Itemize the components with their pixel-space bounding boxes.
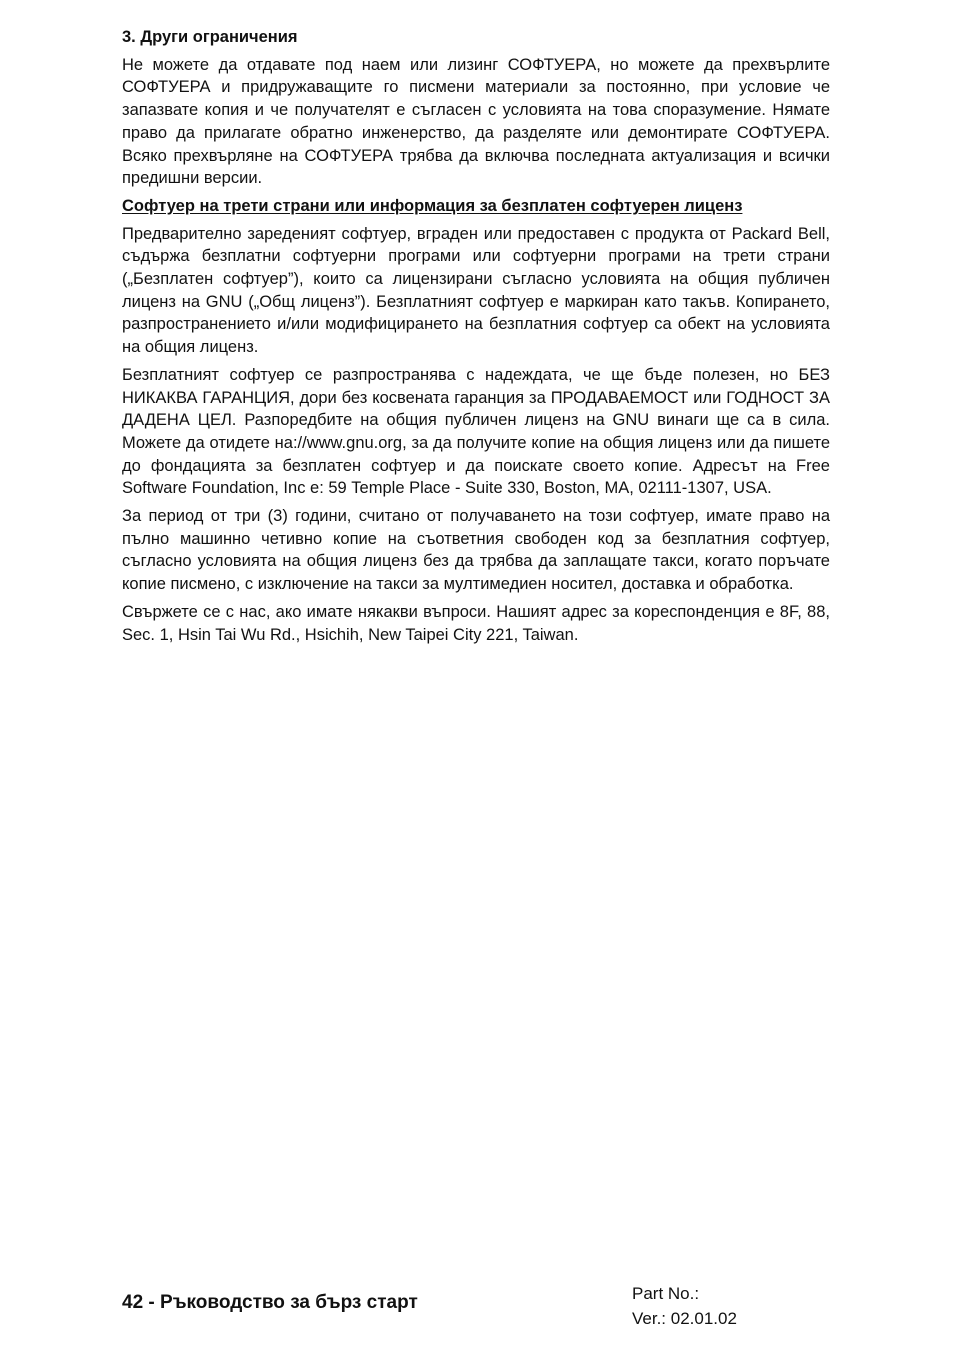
license-paragraph-4: Свържете се с нас, ако имате някакви въпроси. Нашият адрес за кореспонденция е 8F, 88, Sec. 1, Hsin Tai Wu Rd., Hsichih, New Taipei City 221, Taiwan. [122, 602, 830, 644]
license-paragraph-2: Безплатният софтуер се разпространява с надеждата, че ще бъде полезен, но БЕЗ НИКАКВА ГАРАНЦИЯ, дори без косвената гаранция за ПРОДАВАЕМОСТ или ГОДНОСТ ЗА ДАДЕНА ЦЕЛ. Разпоредбите на общия публичен лиценз на GNU винаги ще са в сила. Можете да отидете на://www.gnu.org, за да получите копие на общия лиценз или да пишете до фондацията за безплатен софтуер и да поискате своето копие. Адресът на Free Software Foundation, Inc е: 59 Temple Place - Suite 330, Boston, MA, 02111-1307, USA. [122, 365, 830, 498]
license-heading: Софтуер на трети страни или информация за безплатен софтуерен лиценз [122, 196, 743, 215]
version-label: Ver.: 02.01.02 [632, 1308, 737, 1328]
license-paragraph-1: Предварително зареденият софтуер, вграден или предоставен с продукта от Packard Bell, съдържа безплатни софтуерни програми или софтуерни програми на трети страни („Безплатен софтуер”), които са лицензирани съгласно условията на общия публичен лиценз на GNU („Общ лиценз”). Безплатният софтуер е маркиран като такъв. Копирането, разпространението и/или модифицирането на безплатния софтуер са обект на условията на общия лиценз. [122, 224, 830, 357]
license-paragraph-3: За период от три (3) години, считано от получаването на този софтуер, имате право на пълно машинно четивно копие на съответния свободен код за безплатния софтуер, съгласно условията на общия лиценз без да трябва да заплащате такси, когато поръчате копие писмено, с изключение на такси за мултимедиен носител, доставка и обработка. [122, 507, 830, 594]
footer-part-info [632, 1282, 737, 1331]
part-number-label: Part No.: [632, 1284, 700, 1303]
section-heading: 3. Други ограничения [122, 28, 298, 46]
restrictions-paragraph: Не можете да отдавате под наем или лизинг СОФТУЕРА, но можете да прехвърлите СОФТУЕРА и придружаващите го писмени материали за постоянно, при условие че запазвате копия и че получателят е съгласен с условията на това споразумение. Нямате право да прилагате обратно инженерство, да разделяте или демонтирате СОФТУЕРА. Всяко прехвърляне на СОФТУЕРА трябва да включва последната актуализация и всички предишни версии. [122, 55, 830, 188]
document-body [122, 26, 830, 651]
footer-page-title: 42 - Ръководство за бърз старт [122, 1292, 418, 1313]
